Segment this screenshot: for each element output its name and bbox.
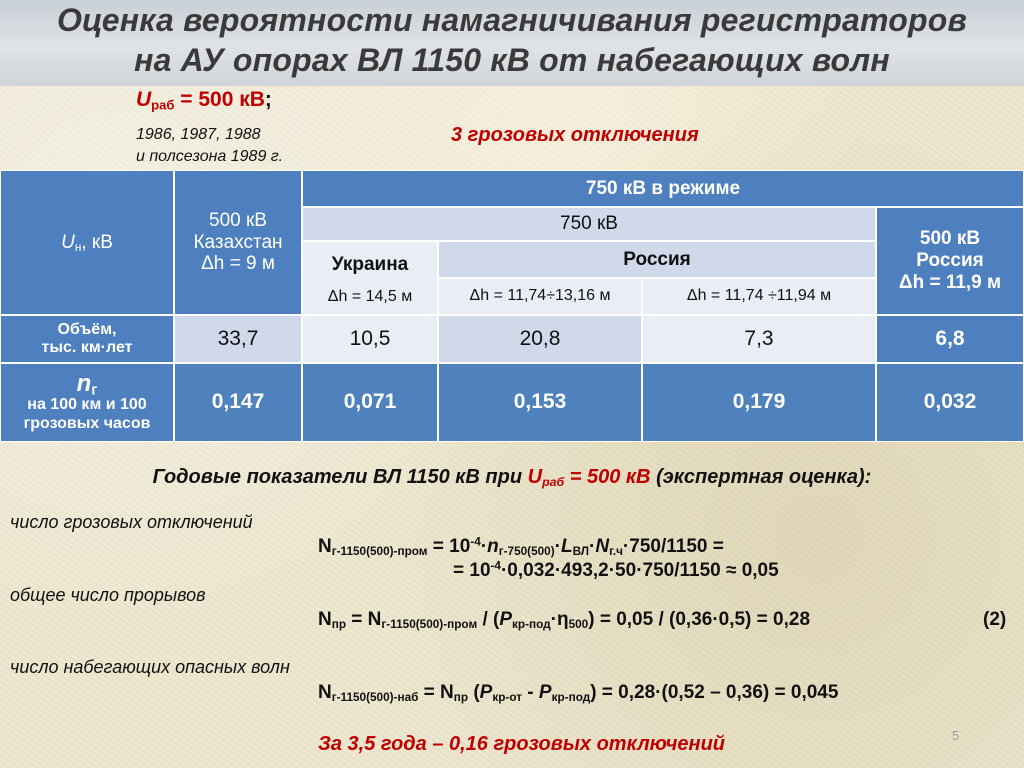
slide-title-line-2: на АУ опорах ВЛ 1150 кВ от набегающих волн (134, 42, 890, 78)
label-outages: число грозовых отключений (10, 512, 253, 532)
russia-dh-1: Δh = 11,74÷13,16 м (438, 278, 642, 315)
data-table (0, 170, 1024, 442)
slide-title-line-1: Оценка вероятности намагничивания регистраторов (56, 2, 968, 38)
volume-russia-500: 6,8 (876, 315, 1024, 363)
years-line-1: 1986, 1987, 1988 (136, 126, 261, 143)
header-russia: Россия (438, 241, 876, 278)
volume-russia-1: 20,8 (438, 315, 642, 363)
volume-russia-2: 7,3 (642, 315, 876, 363)
label-waves: число набегающих опасных волн (10, 657, 290, 677)
years-line-2: и полсезона 1989 г. (136, 148, 284, 165)
header-un: $U_н$, кВ (0, 170, 174, 315)
header-750: 750 кВ (302, 207, 876, 241)
row-label-ng: $n_г$ на 100 км и 100 грозовых часов (0, 363, 174, 442)
annual-heading: Годовые показатели ВЛ 1150 кВ при $U_{раб} = 500$ кВ (экспертная оценка): (152, 466, 872, 490)
header-kazakhstan: 500 кВ Казахстан Δh = 9 м (174, 170, 302, 315)
ng-russia-500: 0,032 (876, 363, 1024, 442)
formula-waves: $N_{г-1150(500)-наб} = N_{пр}$ $(P_{кр-от} - P_{кр-под}) = 0,28\cdot(0,52 - 0,36) = 0,045$ (318, 682, 839, 704)
label-breakthroughs: общее число прорывов (10, 585, 206, 605)
header-ukraine: Украина (302, 241, 438, 315)
ng-russia-1: 0,153 (438, 363, 642, 442)
ng-ukraine: 0,071 (302, 363, 438, 442)
formula-outages-line-2: = $10^{-4}\cdot 0,032\cdot 493,2\cdot 50\cdot 750/1150 \approx 0,05$ (453, 559, 779, 581)
outages-count: 3 грозовых отключения (451, 124, 699, 146)
row-label-volume: Объём, тыс. км·лет (0, 315, 174, 363)
equation-number: (2) (983, 609, 1007, 630)
formula-breakthroughs: $N_{пр} = N_{г-1150(500)-пром} / (P_{кр-под}\cdot\eta_{500}) = 0,05 / (0,36\cdot 0,5) = 0,28$ (318, 609, 811, 631)
u-work-line: $U_{раб} = 500$ кВ; (136, 88, 272, 113)
formula-outages-line-1: $N_{г-1150(500)-пром} = 10^{-4}\cdot n_{г-750(500)}\cdot L_{ВЛ}\cdot N_{г.ч}\cdot 750/1150$ = (318, 535, 724, 558)
header-500-russia: 500 кВ Россия Δh = 11,9 м (876, 207, 1024, 315)
ng-russia-2: 0,179 (642, 363, 876, 442)
slide-number: 5 (952, 728, 960, 743)
volume-ukraine: 10,5 (302, 315, 438, 363)
header-750-mode: 750 кВ в режиме (302, 170, 1024, 207)
ukraine-dh: Δh = 14,5 м (302, 280, 438, 315)
ng-kazakhstan: 0,147 (174, 363, 302, 442)
volume-kazakhstan: 33,7 (174, 315, 302, 363)
title-band (0, 0, 1024, 86)
russia-dh-2: Δh = 11,74 ÷11,94 м (642, 278, 876, 315)
conclusion: За 3,5 года – 0,16 грозовых отключений (318, 733, 726, 755)
